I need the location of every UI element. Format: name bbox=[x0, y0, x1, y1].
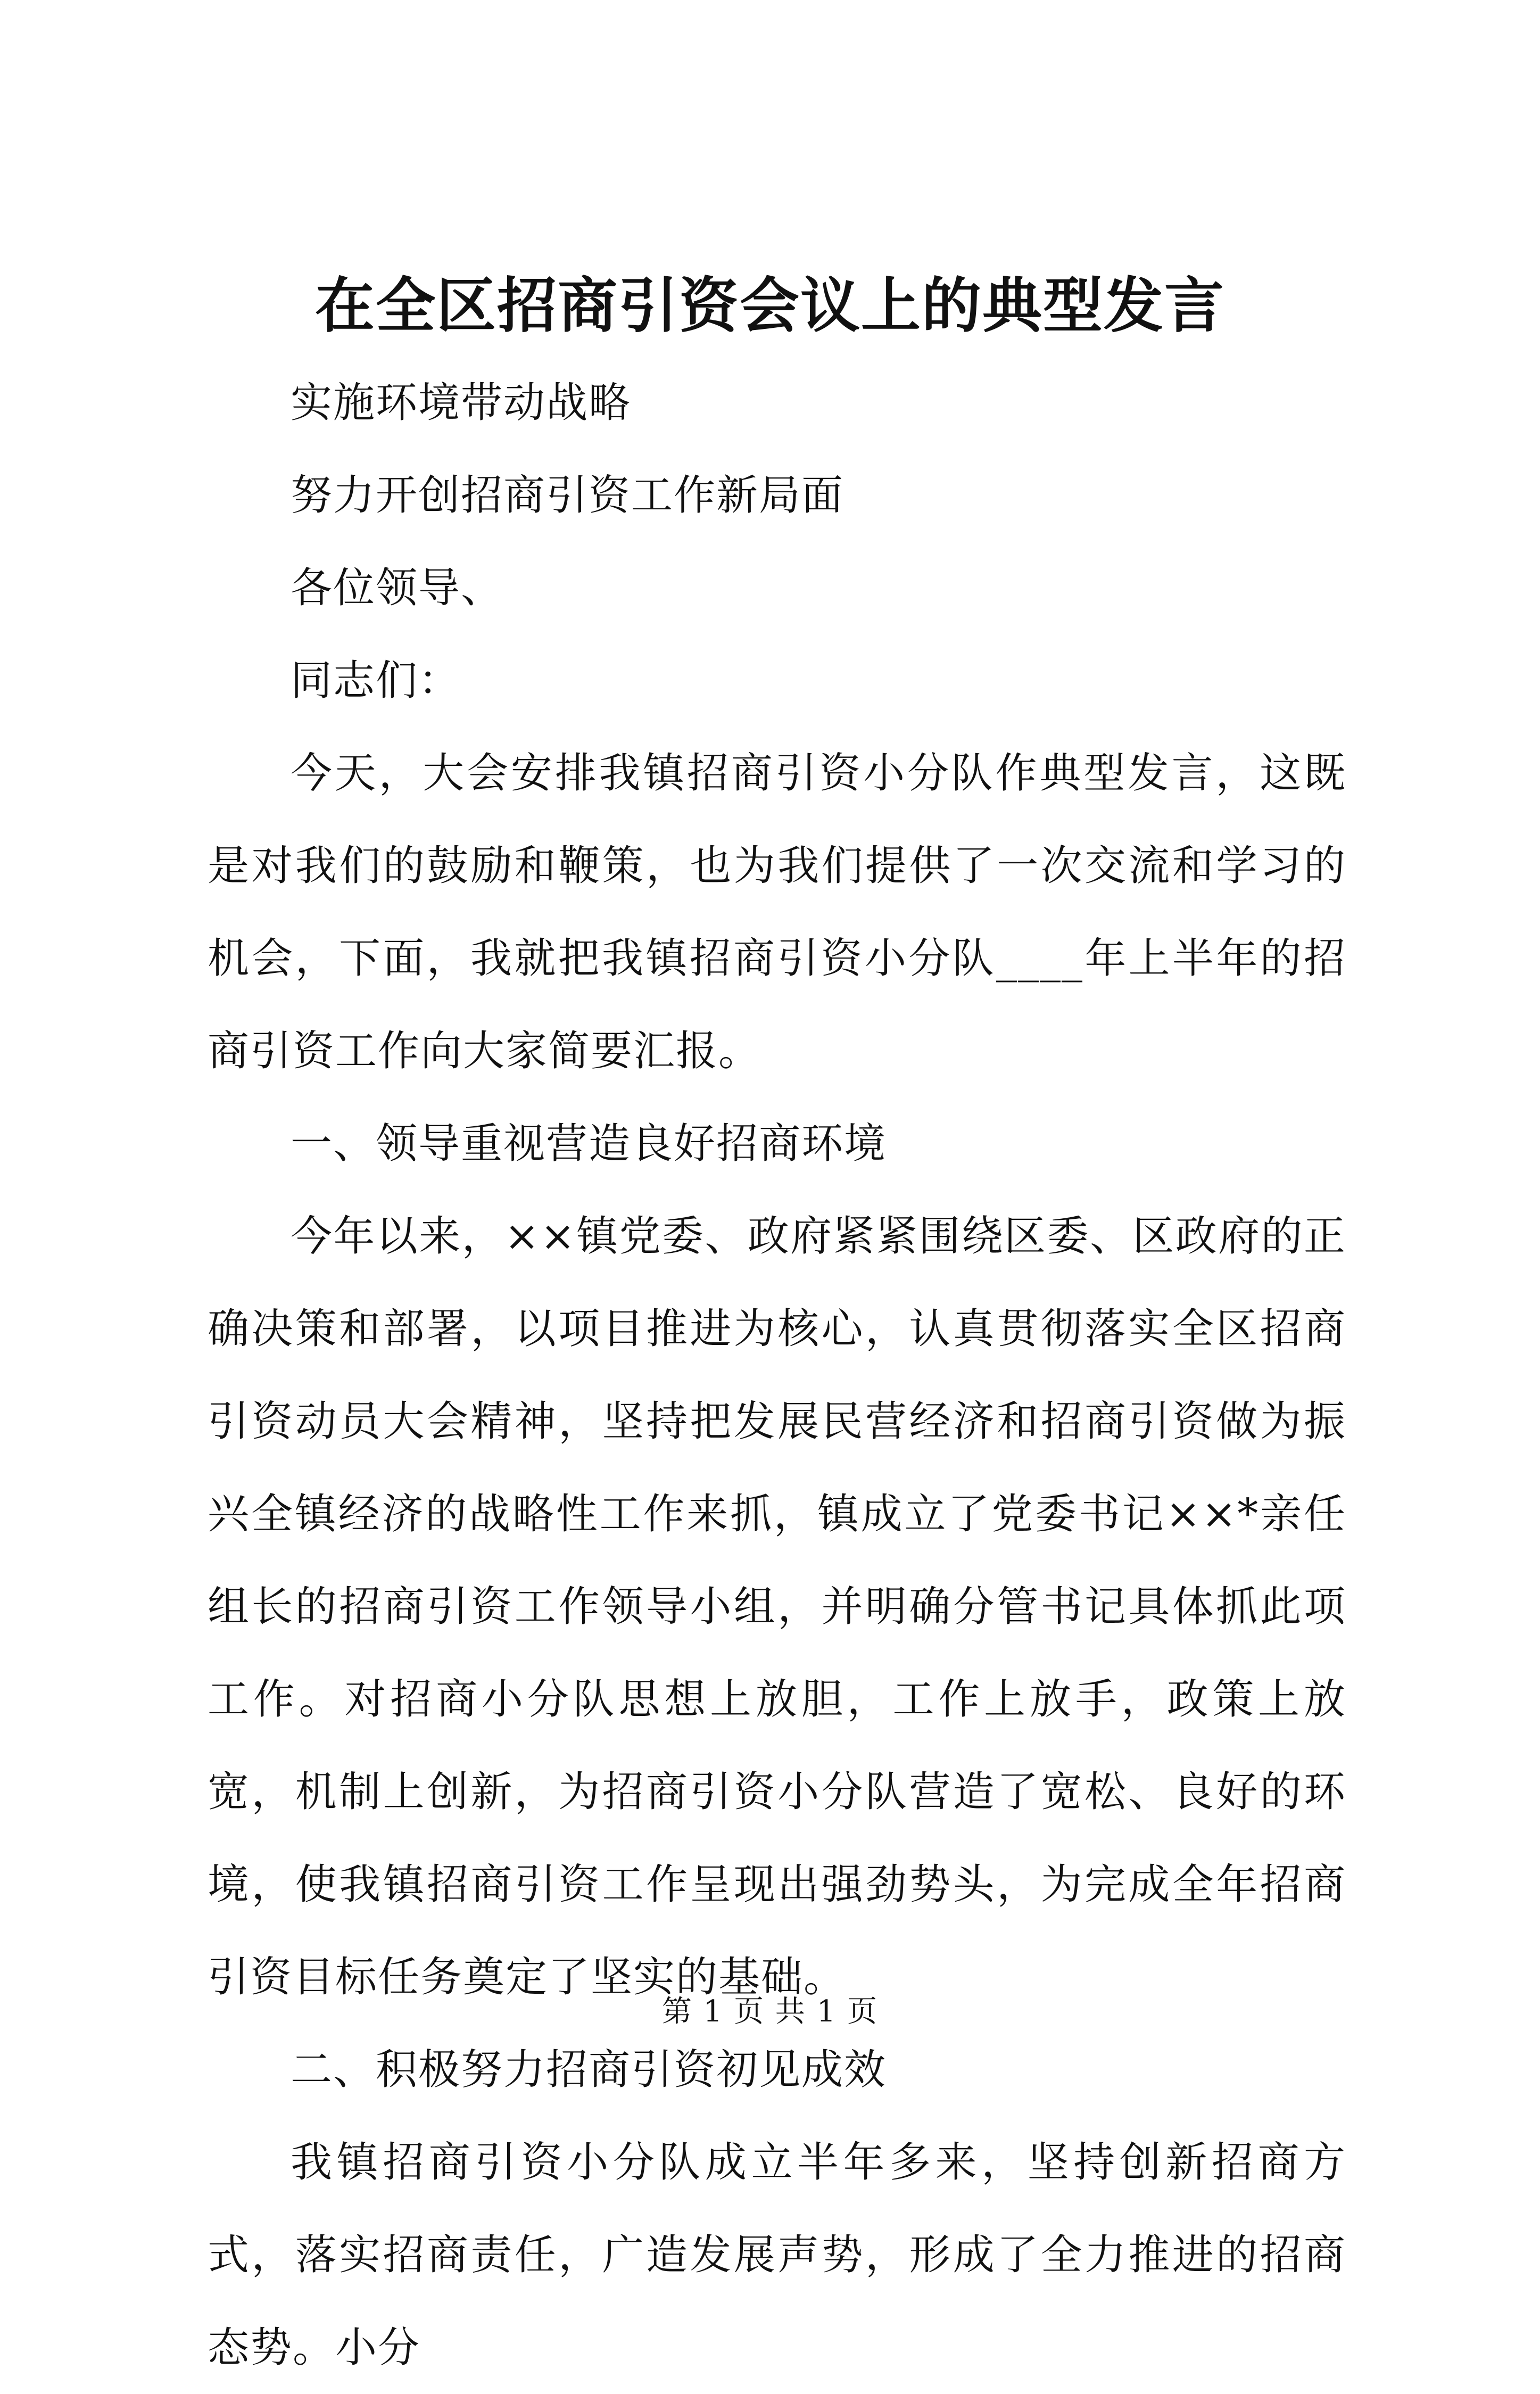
subtitle-line-2: 努力开创招商引资工作新局面 bbox=[291, 472, 844, 519]
section-heading-1: 一、领导重视营造良好招商环境 bbox=[291, 1120, 887, 1168]
salutation-line-1: 各位领导、 bbox=[291, 564, 504, 612]
paragraph-section-1: 今年以来，××镇党委、政府紧紧围绕区委、区政府的正确决策和部署，以项目推进为核心，认真贯彻落实全区招商引资动员大会精神，坚持把发展民营经济和招商引资做为振兴全镇经济的战略性工作来抓，镇成立了党委书记××*亲任组长的招商引资工作领导小组，并明确分管书记具体抓此项工作。对招商小分队思想上放胆，工作上放手，政策上放宽，机制上创新，为招商引资小分队营造了宽松、良好的环境，使我镇招商引资工作呈现出强劲势头，为完成全年招商引资目标任务奠定了坚实的基础。 bbox=[208, 1212, 1346, 2001]
subtitle-line-1: 实施环境带动战略 bbox=[291, 379, 632, 427]
page-footer: 第 1 页 共 1 页 bbox=[661, 1994, 879, 2029]
paragraph-intro: 今天，大会安排我镇招商引资小分队作典型发言，这既是对我们的鼓励和鞭策，也为我们提供了一次交流和学习的机会，下面，我就把我镇招商引资小分队____年上半年的招商引资工作向大家简要汇报。 bbox=[208, 749, 1346, 1075]
section-heading-2: 二、积极努力招商引资初见成效 bbox=[291, 2046, 887, 2094]
document-body bbox=[208, 357, 1346, 2394]
salutation-line-2: 同志们： bbox=[291, 657, 461, 705]
paragraph-section-2: 我镇招商引资小分队成立半年多来，坚持创新招商方式，落实招商责任，广造发展声势，形成了全力推进的招商态势。小分 bbox=[208, 2139, 1346, 2372]
document-title: 在全区招商引资会议上的典型发言 bbox=[315, 271, 1225, 341]
